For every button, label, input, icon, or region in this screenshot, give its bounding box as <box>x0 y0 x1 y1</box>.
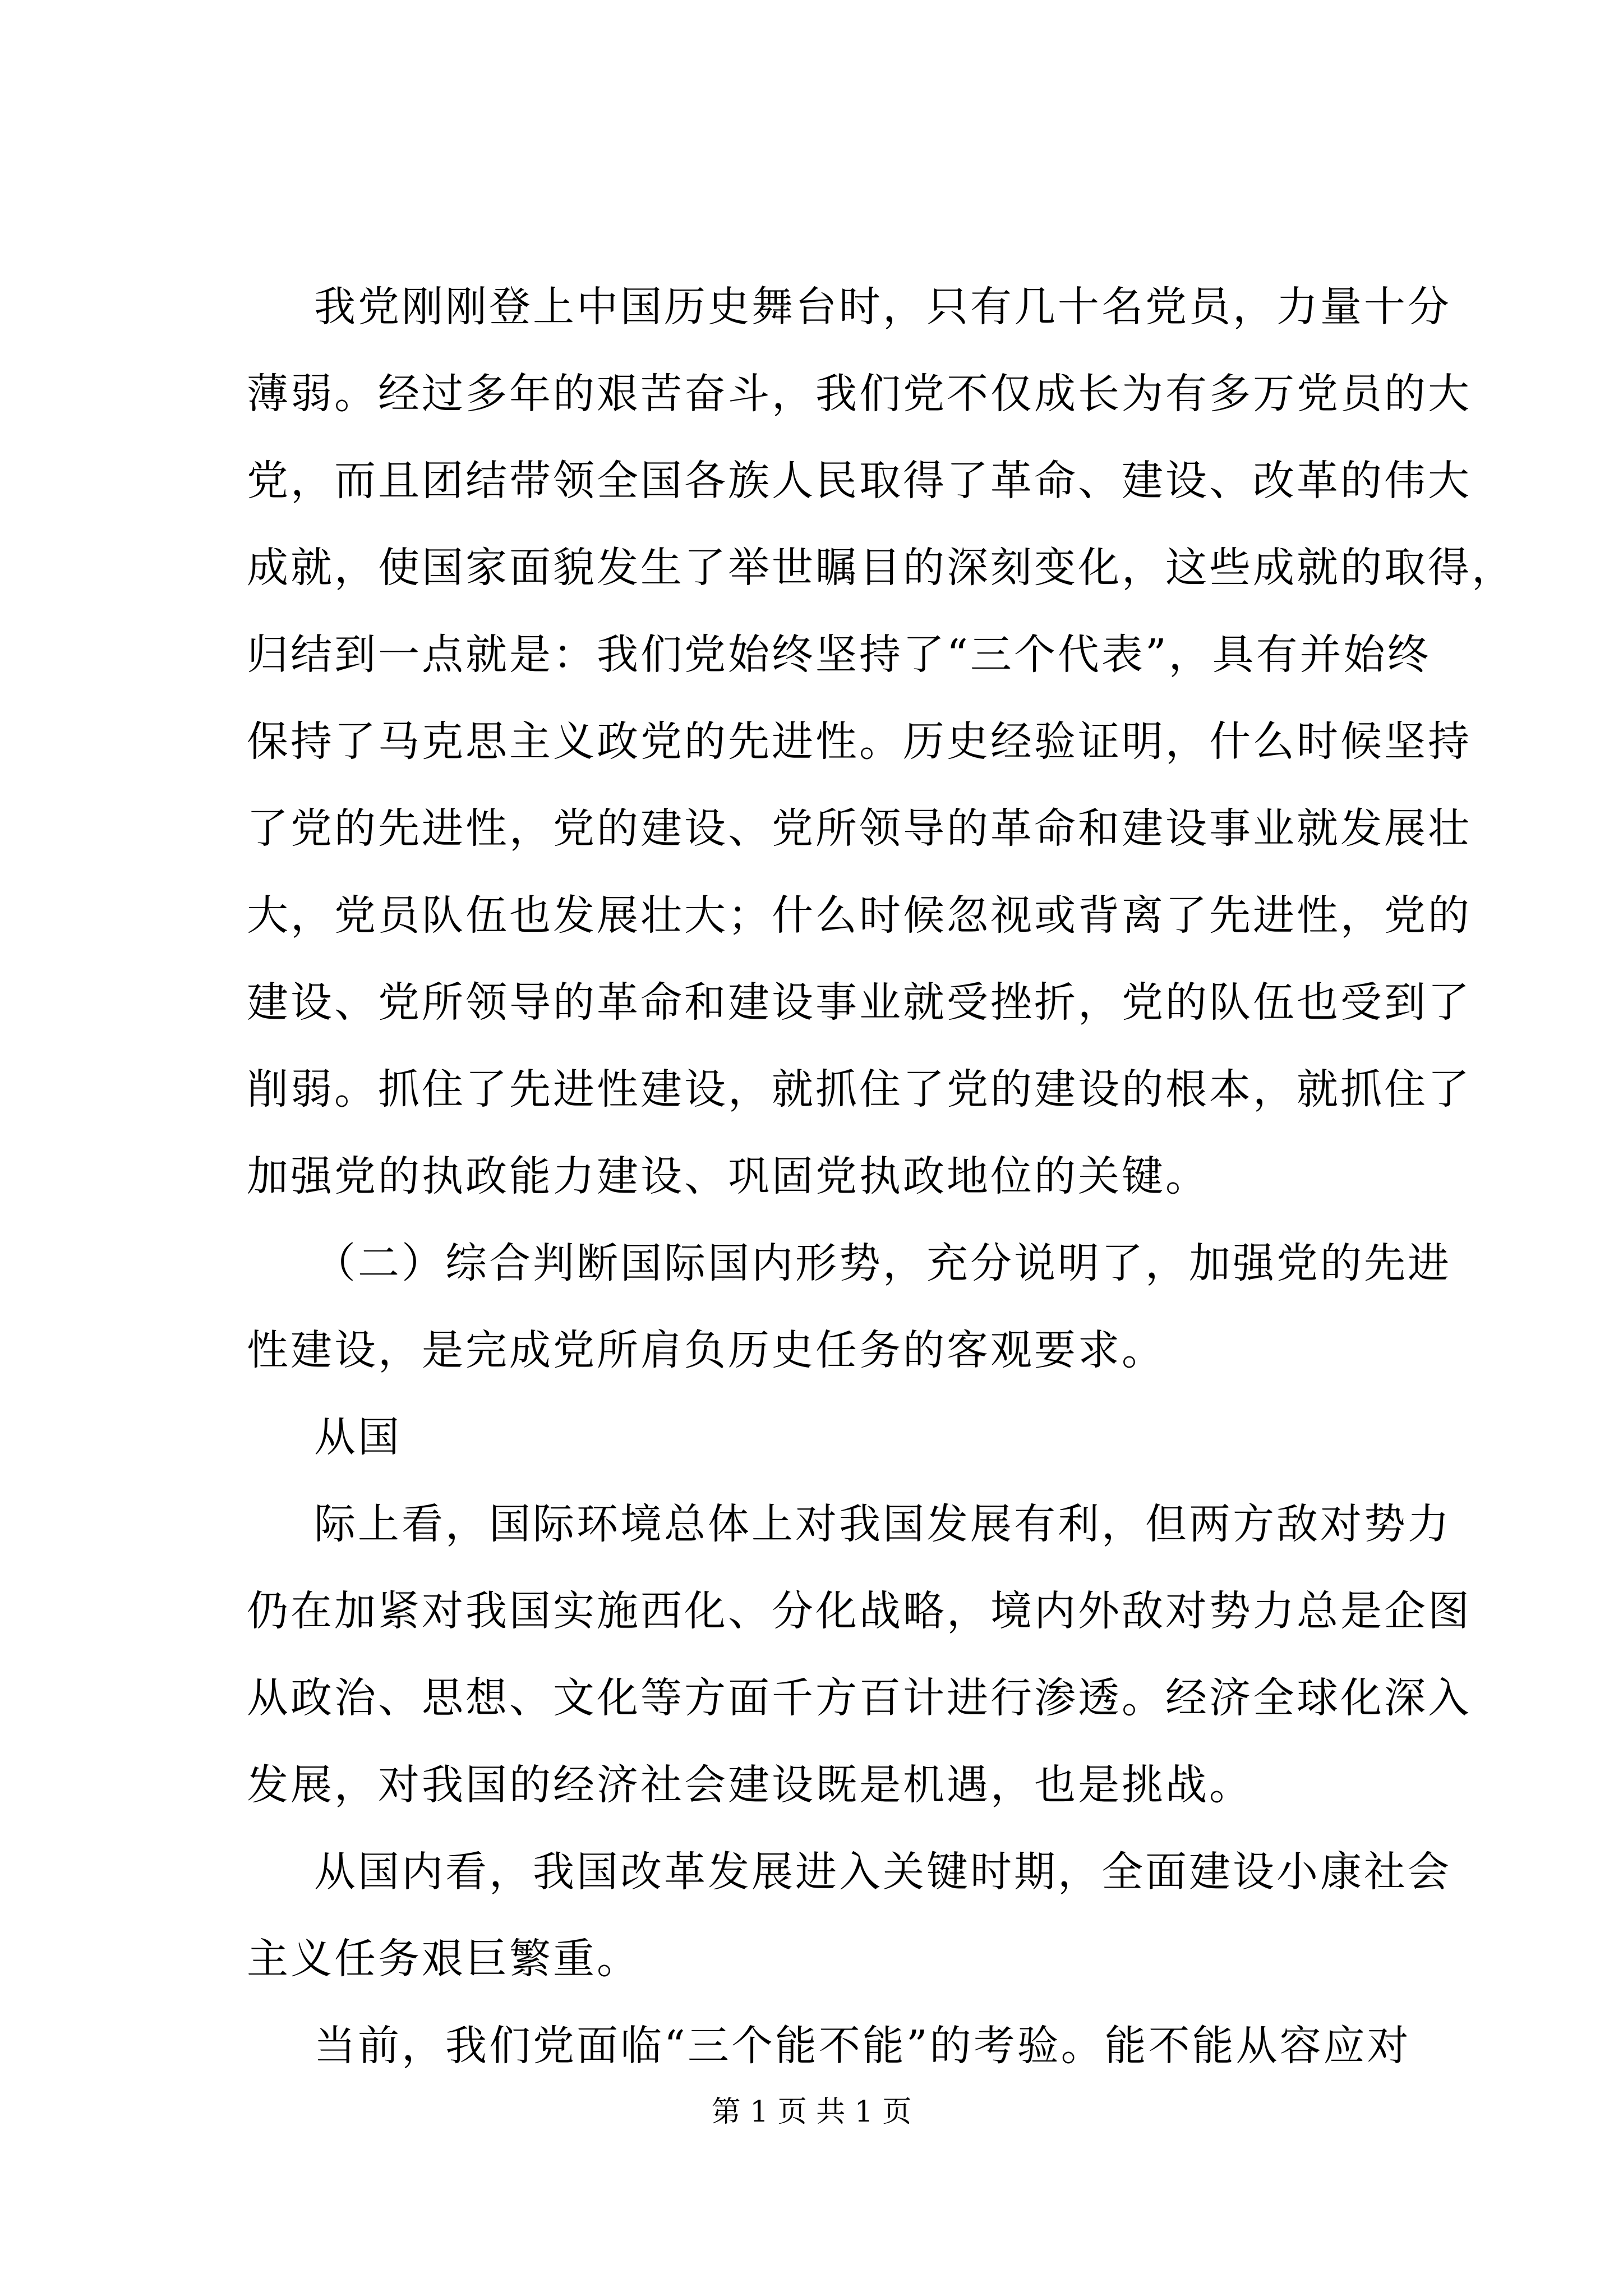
text-line-16: 仍在加紧对我国实施西化、分化战略，境内外敌对势力总是企图 <box>247 1587 1472 1635</box>
text-line-5: 归结到一点就是：我们党始终坚持了“三个代表”，具有并始终 <box>247 631 1431 679</box>
page-footer: 第 1 页 共 1 页 <box>711 2095 912 2129</box>
text-line-8: 大，党员队伍也发展壮大；什么时候忽视或背离了先进性，党的 <box>247 891 1472 940</box>
text-line-6: 保持了马克思主义政党的先进性。历史经验证明，什么时候坚持 <box>247 717 1472 766</box>
text-line-10: 削弱。抓住了先进性建设，就抓住了党的建设的根本，就抓住了 <box>247 1065 1472 1114</box>
text-line-19: 从国内看，我国改革发展进入关键时期，全面建设小康社会 <box>314 1848 1451 1896</box>
text-line-3: 党，而且团结带领全国各族人民取得了革命、建设、改革的伟大 <box>247 457 1472 505</box>
text-line-4: 成就，使国家面貌发生了举世瞩目的深刻变化，这些成就的取得， <box>247 544 1515 592</box>
text-line-9: 建设、党所领导的革命和建设事业就受挫折，党的队伍也受到了 <box>247 978 1472 1027</box>
text-line-12: （二）综合判断国际国内形势，充分说明了，加强党的先进 <box>314 1239 1451 1287</box>
text-line-21: 当前，我们党面临“三个能不能”的考验。能不能从容应对 <box>314 2022 1411 2070</box>
text-line-15: 际上看，国际环境总体上对我国发展有利，但两方敌对势力 <box>314 1500 1451 1548</box>
text-line-2: 薄弱。经过多年的艰苦奋斗，我们党不仅成长为有多万党员的大 <box>247 370 1472 418</box>
text-line-18: 发展，对我国的经济社会建设既是机遇，也是挑战。 <box>247 1761 1253 1809</box>
text-line-20: 主义任务艰巨繁重。 <box>247 1935 640 1983</box>
text-line-17: 从政治、思想、文化等方面千方百计进行渗透。经济全球化深入 <box>247 1674 1472 1722</box>
text-line-11: 加强党的执政能力建设、巩固党执政地位的关键。 <box>247 1152 1209 1200</box>
text-line-1: 我党刚刚登上中国历史舞台时，只有几十名党员，力量十分 <box>314 283 1451 331</box>
body-text <box>247 264 1515 2090</box>
text-line-13: 性建设，是完成党所肩负历史任务的客观要求。 <box>247 1326 1165 1374</box>
text-line-14: 从国 <box>314 1413 402 1461</box>
text-line-7: 了党的先进性，党的建设、党所领导的革命和建设事业就发展壮 <box>247 804 1472 853</box>
